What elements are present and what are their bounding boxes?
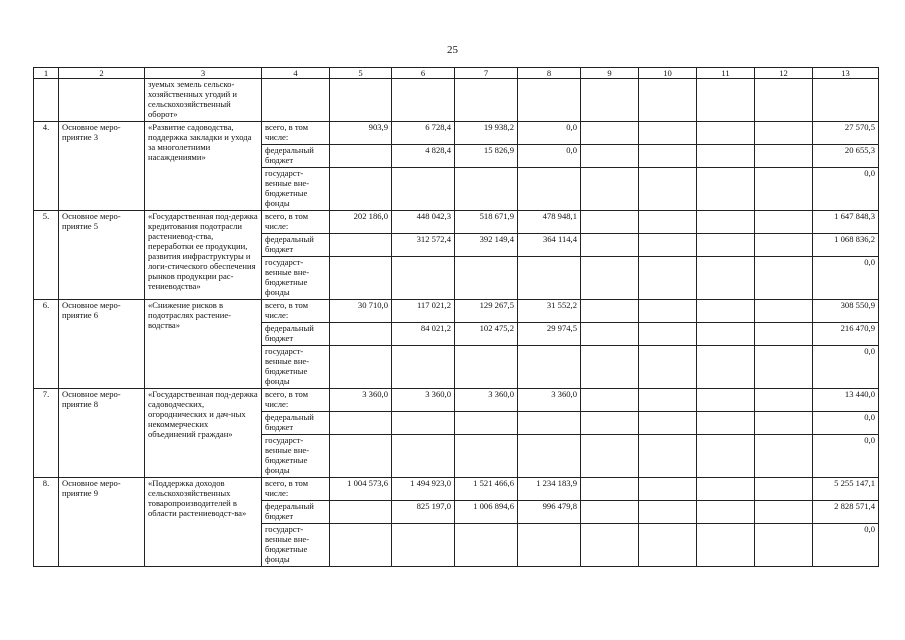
amount-11 [697,412,755,435]
amount-6: 117 021,2 [392,300,455,323]
amount-12 [755,122,813,145]
amount-11 [697,234,755,257]
amount-5 [330,435,392,478]
amount-9 [581,412,639,435]
amount-10 [639,501,697,524]
row-number: 7. [34,389,59,478]
column-number-5: 5 [330,68,392,79]
amount-12 [755,323,813,346]
amount-7: 102 475,2 [455,323,518,346]
column-number-13: 13 [813,68,879,79]
activity-title: «Снижение рисков в подотраслях растение-водства» [145,300,262,389]
amount-9 [581,435,639,478]
amount-7 [455,168,518,211]
funding-source: всего, в том числе: [262,389,330,412]
amount-10 [639,211,697,234]
amount-13: 0,0 [813,435,879,478]
amount-12 [755,524,813,567]
funding-source: федеральный бюджет [262,501,330,524]
row-number: 5. [34,211,59,300]
amount-6 [392,435,455,478]
activity-name: Основное меро-приятие 3 [59,122,145,211]
amount-9 [581,478,639,501]
amount-9 [581,524,639,567]
activity-name: Основное меро-приятие 5 [59,211,145,300]
amount-5: 903,9 [330,122,392,145]
amount-13: 0,0 [813,412,879,435]
amount-9 [581,145,639,168]
amount-7: 3 360,0 [455,389,518,412]
amount-12 [755,346,813,389]
column-number-12: 12 [755,68,813,79]
amount-10 [639,234,697,257]
amount-12 [755,435,813,478]
funding-source: государст-венные вне-бюджетные фонды [262,524,330,567]
activity-name: Основное меро-приятие 6 [59,300,145,389]
amount-13: 0,0 [813,524,879,567]
amount-6: 1 494 923,0 [392,478,455,501]
amount-5 [330,346,392,389]
amount-9 [581,122,639,145]
column-number-9: 9 [581,68,639,79]
funding-source: всего, в том числе: [262,211,330,234]
amount-10 [639,346,697,389]
amount-12 [755,234,813,257]
amount-11 [697,501,755,524]
amount-13: 0,0 [813,346,879,389]
amount-5 [330,168,392,211]
amount-10 [639,168,697,211]
amount-8: 996 479,8 [518,501,581,524]
funding-source: всего, в том числе: [262,478,330,501]
amount-12 [755,257,813,300]
amount-7: 1 521 466,6 [455,478,518,501]
amount-11 [697,168,755,211]
amount-9 [581,257,639,300]
amount-12 [755,145,813,168]
funding-source: федеральный бюджет [262,234,330,257]
funding-source: государст-венные вне-бюджетные фонды [262,168,330,211]
amount-11 [697,389,755,412]
amount-5: 1 004 573,6 [330,478,392,501]
activity-title: «Поддержка доходов сельскохозяйственных товаропроизводителей в области растениеводст-ва» [145,478,262,567]
amount-13: 20 655,3 [813,145,879,168]
amount-13: 1 068 836,2 [813,234,879,257]
amount-6: 84 021,2 [392,323,455,346]
table-row [34,478,879,501]
amount-12 [755,168,813,211]
activity-name: Основное меро-приятие 8 [59,389,145,478]
amount-10 [639,257,697,300]
amount-10 [639,145,697,168]
amount-13: 308 550,9 [813,300,879,323]
amount-12 [755,478,813,501]
amount-13: 0,0 [813,257,879,300]
funding-source: всего, в том числе: [262,300,330,323]
amount-10 [639,300,697,323]
amount-12 [755,211,813,234]
activity-name: Основное меро-приятие 9 [59,478,145,567]
amount-6 [392,524,455,567]
amount-9 [581,168,639,211]
amount-11 [697,346,755,389]
amount-10 [639,478,697,501]
amount-10 [639,524,697,567]
amount-12 [755,501,813,524]
amount-10 [639,389,697,412]
amount-8 [518,435,581,478]
amount-12 [755,300,813,323]
amount-8 [518,168,581,211]
amount-5: 30 710,0 [330,300,392,323]
amount-6: 3 360,0 [392,389,455,412]
amount-5 [330,145,392,168]
row-number: 4. [34,122,59,211]
funding-source: государст-венные вне-бюджетные фонды [262,435,330,478]
amount-9 [581,389,639,412]
amount-7: 15 826,9 [455,145,518,168]
amount-11 [697,323,755,346]
amount-11 [697,122,755,145]
continuation-title: зуемых земель сельско-хозяйственных угодий и сельскохозяйственный оборот» [145,79,262,122]
amount-8: 0,0 [518,145,581,168]
amount-6 [392,257,455,300]
amount-5 [330,524,392,567]
amount-7: 392 149,4 [455,234,518,257]
column-number-8: 8 [518,68,581,79]
amount-6 [392,346,455,389]
amount-12 [755,389,813,412]
column-number-4: 4 [262,68,330,79]
amount-11 [697,524,755,567]
amount-8 [518,412,581,435]
column-number-6: 6 [392,68,455,79]
amount-7 [455,435,518,478]
amount-9 [581,323,639,346]
amount-13: 2 828 571,4 [813,501,879,524]
funding-source: государст-венные вне-бюджетные фонды [262,346,330,389]
activity-title: «Государственная под-держка кредитования подотрасли растениевод-ства, переработки ее продукции, развития инфраструктуры и логи-стического обеспечения рынков продукции рас-тениеводства» [145,211,262,300]
amount-8: 364 114,4 [518,234,581,257]
column-number-7: 7 [455,68,518,79]
amount-6 [392,168,455,211]
amount-8: 1 234 183,9 [518,478,581,501]
budget-table [33,67,879,567]
amount-10 [639,412,697,435]
amount-6: 825 197,0 [392,501,455,524]
amount-11 [697,478,755,501]
amount-7: 1 006 894,6 [455,501,518,524]
amount-7: 129 267,5 [455,300,518,323]
amount-11 [697,300,755,323]
activity-title: «Развитие садоводства, поддержка закладки и ухода за многолетними насаждениями» [145,122,262,211]
amount-7 [455,257,518,300]
column-number-10: 10 [639,68,697,79]
amount-13: 216 470,9 [813,323,879,346]
amount-8: 478 948,1 [518,211,581,234]
amount-9 [581,501,639,524]
amount-11 [697,435,755,478]
table-row [34,122,879,145]
amount-5 [330,323,392,346]
row-number: 8. [34,478,59,567]
amount-6: 312 572,4 [392,234,455,257]
amount-10 [639,323,697,346]
funding-source: федеральный бюджет [262,145,330,168]
amount-8: 29 974,5 [518,323,581,346]
amount-8: 3 360,0 [518,389,581,412]
amount-11 [697,257,755,300]
table-row [34,389,879,412]
amount-6: 4 828,4 [392,145,455,168]
column-number-11: 11 [697,68,755,79]
amount-8: 0,0 [518,122,581,145]
amount-5: 202 186,0 [330,211,392,234]
amount-7 [455,524,518,567]
page-number: 25 [447,44,458,56]
amount-10 [639,435,697,478]
amount-8 [518,346,581,389]
amount-6: 6 728,4 [392,122,455,145]
amount-13: 0,0 [813,168,879,211]
table-row [34,211,879,234]
amount-13: 13 440,0 [813,389,879,412]
continuation-row [34,79,879,122]
amount-7 [455,346,518,389]
amount-5 [330,501,392,524]
amount-7 [455,412,518,435]
column-number-3: 3 [145,68,262,79]
amount-8 [518,524,581,567]
amount-7: 19 938,2 [455,122,518,145]
amount-13: 5 255 147,1 [813,478,879,501]
amount-5 [330,257,392,300]
table-row [34,300,879,323]
amount-8 [518,257,581,300]
amount-5: 3 360,0 [330,389,392,412]
column-number-2: 2 [59,68,145,79]
amount-6: 448 042,3 [392,211,455,234]
amount-9 [581,211,639,234]
amount-8: 31 552,2 [518,300,581,323]
funding-source: государст-венные вне-бюджетные фонды [262,257,330,300]
amount-9 [581,300,639,323]
amount-13: 1 647 848,3 [813,211,879,234]
amount-10 [639,122,697,145]
amount-13: 27 570,5 [813,122,879,145]
amount-11 [697,145,755,168]
amount-9 [581,234,639,257]
column-number-row [34,68,879,79]
funding-source: всего, в том числе: [262,122,330,145]
column-number-1: 1 [34,68,59,79]
amount-12 [755,412,813,435]
row-number: 6. [34,300,59,389]
amount-6 [392,412,455,435]
amount-5 [330,412,392,435]
amount-5 [330,234,392,257]
amount-11 [697,211,755,234]
funding-source: федеральный бюджет [262,412,330,435]
amount-7: 518 671,9 [455,211,518,234]
activity-title: «Государственная под-держка садоводческих, огороднических и дач-ных некоммерческих объединений граждан» [145,389,262,478]
amount-9 [581,346,639,389]
funding-source: федеральный бюджет [262,323,330,346]
